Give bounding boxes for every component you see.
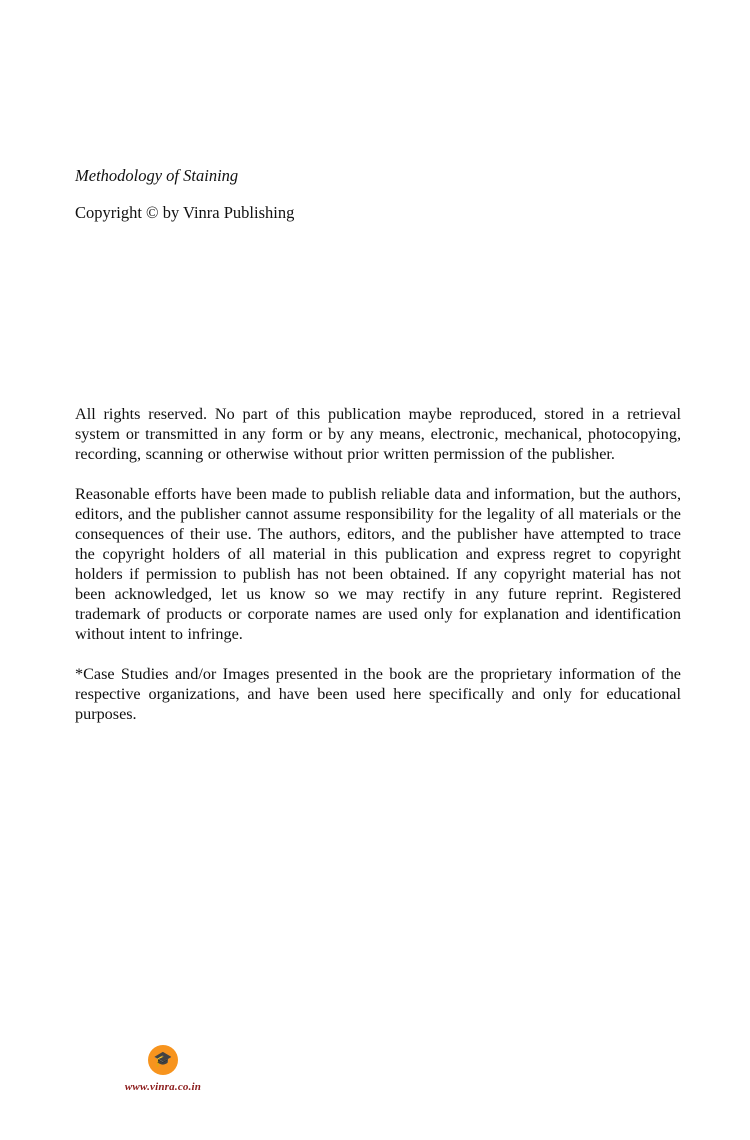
legal-text-block — [75, 404, 681, 744]
copyright-line: Copyright © by Vinra Publishing — [75, 203, 295, 222]
case-studies-paragraph: *Case Studies and/or Images presented in the book are the proprietary information of the respective organizations, and have been used here specifically and only for educational purposes. — [75, 665, 681, 723]
disclaimer-paragraph: Reasonable efforts have been made to publish reliable data and information, but the authors, editors, and the publisher cannot assume responsibility for the legality of all materials or the consequences of their use. The authors, editors, and the publisher have attempted to trace the copyright holders of all material in this publication and express regret to copyright holders if permission to publish has not been obtained. If any copyright material has not been acknowledged, let us know so we may rectify in any future reprint. Registered trademark of products or corporate names are used only for explanation and identification without intent to infringe. — [75, 485, 681, 643]
publisher-website: www.vinra.co.in — [124, 1081, 202, 1093]
book-title: Methodology of Staining — [75, 166, 239, 185]
rights-reserved-paragraph: All rights reserved. No part of this publication maybe reproduced, stored in a retrieval system or transmitted in any form or by any means, electronic, mechanical, photocopying, recording, scanning or otherwise without prior written permission of the publisher. — [75, 405, 681, 463]
publisher-logo — [148, 1045, 178, 1075]
publisher-footer — [120, 1045, 206, 1093]
graduation-cap-icon: 🎓 — [153, 1051, 173, 1068]
